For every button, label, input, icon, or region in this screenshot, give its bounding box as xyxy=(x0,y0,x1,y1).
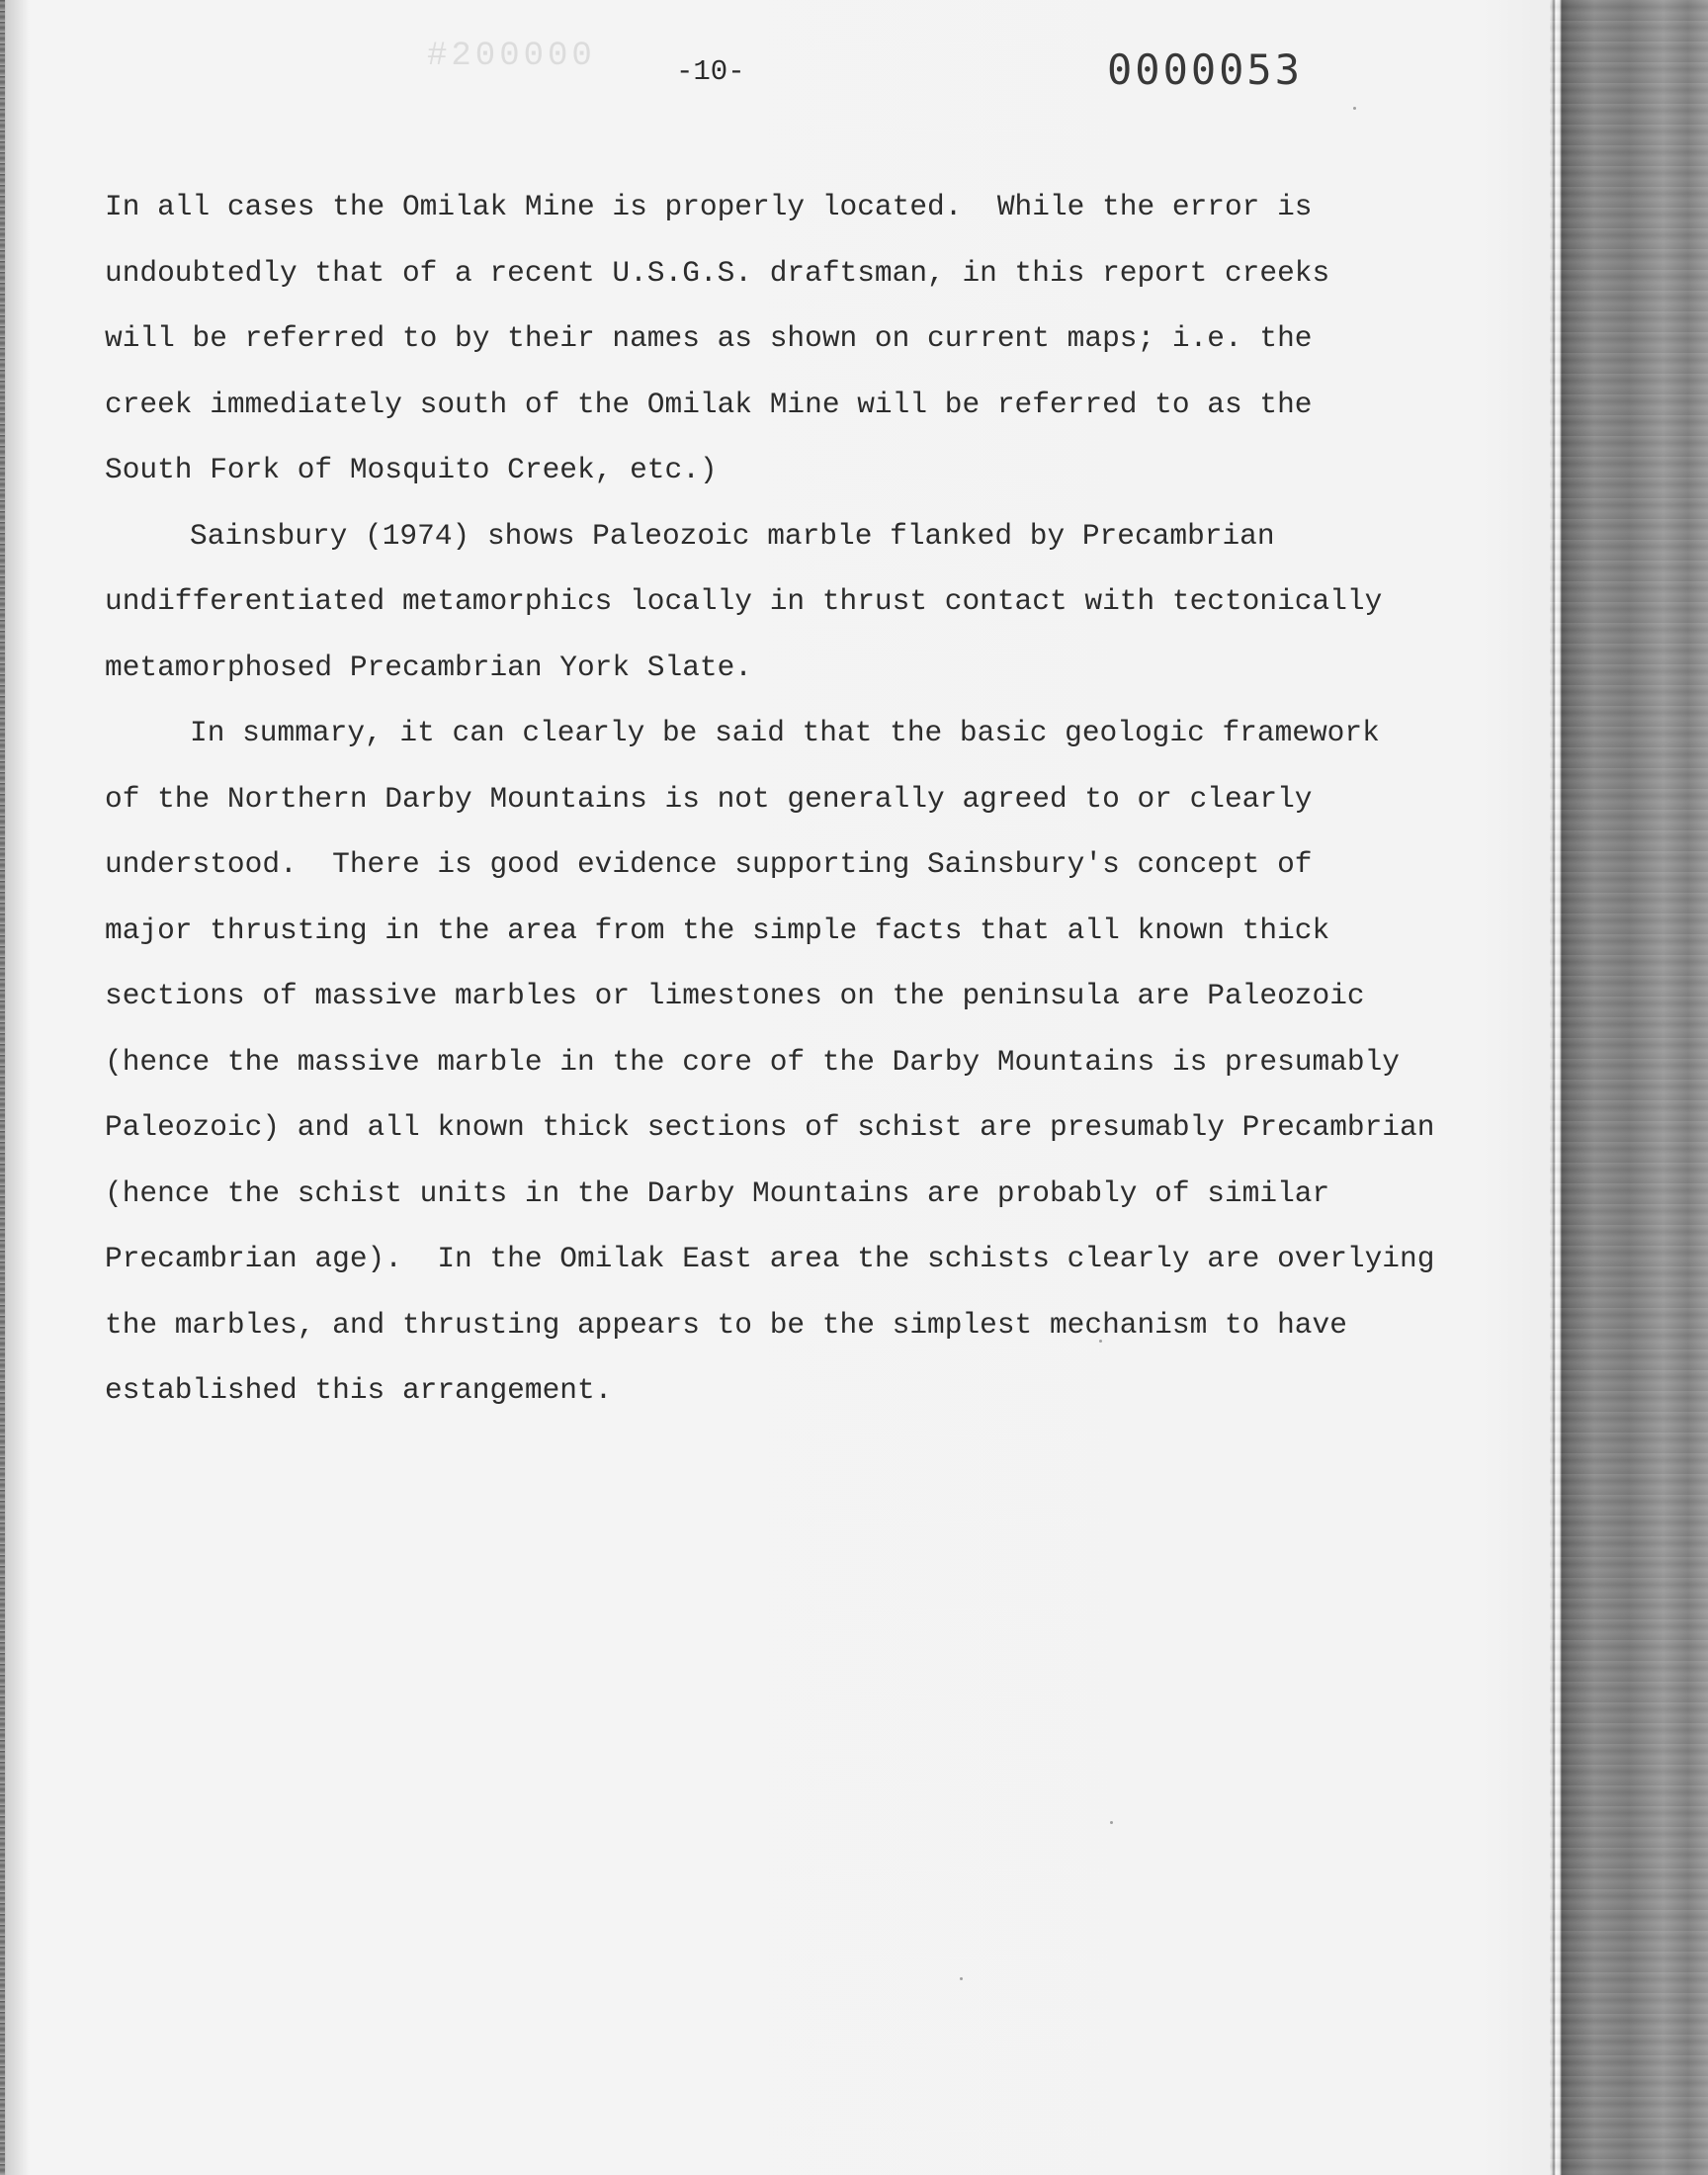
text-line: the marbles, and thrusting appears to be the simplest mechanism to have xyxy=(105,1307,1347,1342)
text-line: will be referred to by their names as shown on current maps; i.e. the xyxy=(105,321,1313,355)
scan-speck xyxy=(1099,1340,1102,1343)
paragraph xyxy=(105,174,1390,503)
scan-speck xyxy=(1110,1821,1113,1824)
scan-speck xyxy=(1105,1330,1108,1333)
text-line: In all cases the Omilak Mine is properly located. While the error is xyxy=(105,190,1313,223)
text-line: established this arrangement. xyxy=(105,1373,613,1407)
text-line: understood. There is good evidence supporting Sainsbury's concept of xyxy=(105,847,1313,881)
text-line: Precambrian age). In the Omilak East area the schists clearly are overlying xyxy=(105,1242,1435,1275)
paragraph xyxy=(105,700,1435,1424)
page-number: -10- xyxy=(676,55,745,88)
scan-speck xyxy=(960,1977,963,1980)
text-line: undoubtedly that of a recent U.S.G.S. draftsman, in this report creeks xyxy=(105,255,1330,290)
text-line: Paleozoic) and all known thick sections of schist are presumably Precambrian xyxy=(105,1110,1435,1144)
text-line: major thrusting in the area from the simple facts that all known thick xyxy=(105,913,1330,947)
text-line: In summary, it can clearly be said that the basic geologic framework xyxy=(190,716,1380,749)
text-line: creek immediately south of the Omilak Mine will be referred to as the xyxy=(105,387,1313,421)
scan-speck xyxy=(1353,107,1356,110)
scan-right-edge xyxy=(1550,0,1708,2175)
text-line: sections of massive marbles or limestones on the peninsula are Paleozoic xyxy=(105,979,1365,1012)
text-line: metamorphosed Precambrian York Slate. xyxy=(105,650,753,684)
document-number: 0000053 xyxy=(1107,45,1304,94)
paragraph xyxy=(105,503,1390,701)
text-line: of the Northern Darby Mountains is not generally agreed to or clearly xyxy=(105,781,1313,816)
body-text xyxy=(105,174,1435,1424)
text-line: South Fork of Mosquito Creek, etc.) xyxy=(105,453,718,486)
ghost-stamp: #200000 xyxy=(427,38,596,75)
text-line: (hence the massive marble in the core of the Darby Mountains is presumably xyxy=(105,1044,1401,1079)
text-line: (hence the schist units in the Darby Mountains are probably of similar xyxy=(105,1175,1330,1210)
scan-left-edge xyxy=(0,0,5,2175)
text-line: Sainsbury (1974) shows Paleozoic marble flanked by Precambrian xyxy=(190,518,1275,553)
text-line: undifferentiated metamorphics locally in thrust contact with tectonically xyxy=(105,584,1383,618)
